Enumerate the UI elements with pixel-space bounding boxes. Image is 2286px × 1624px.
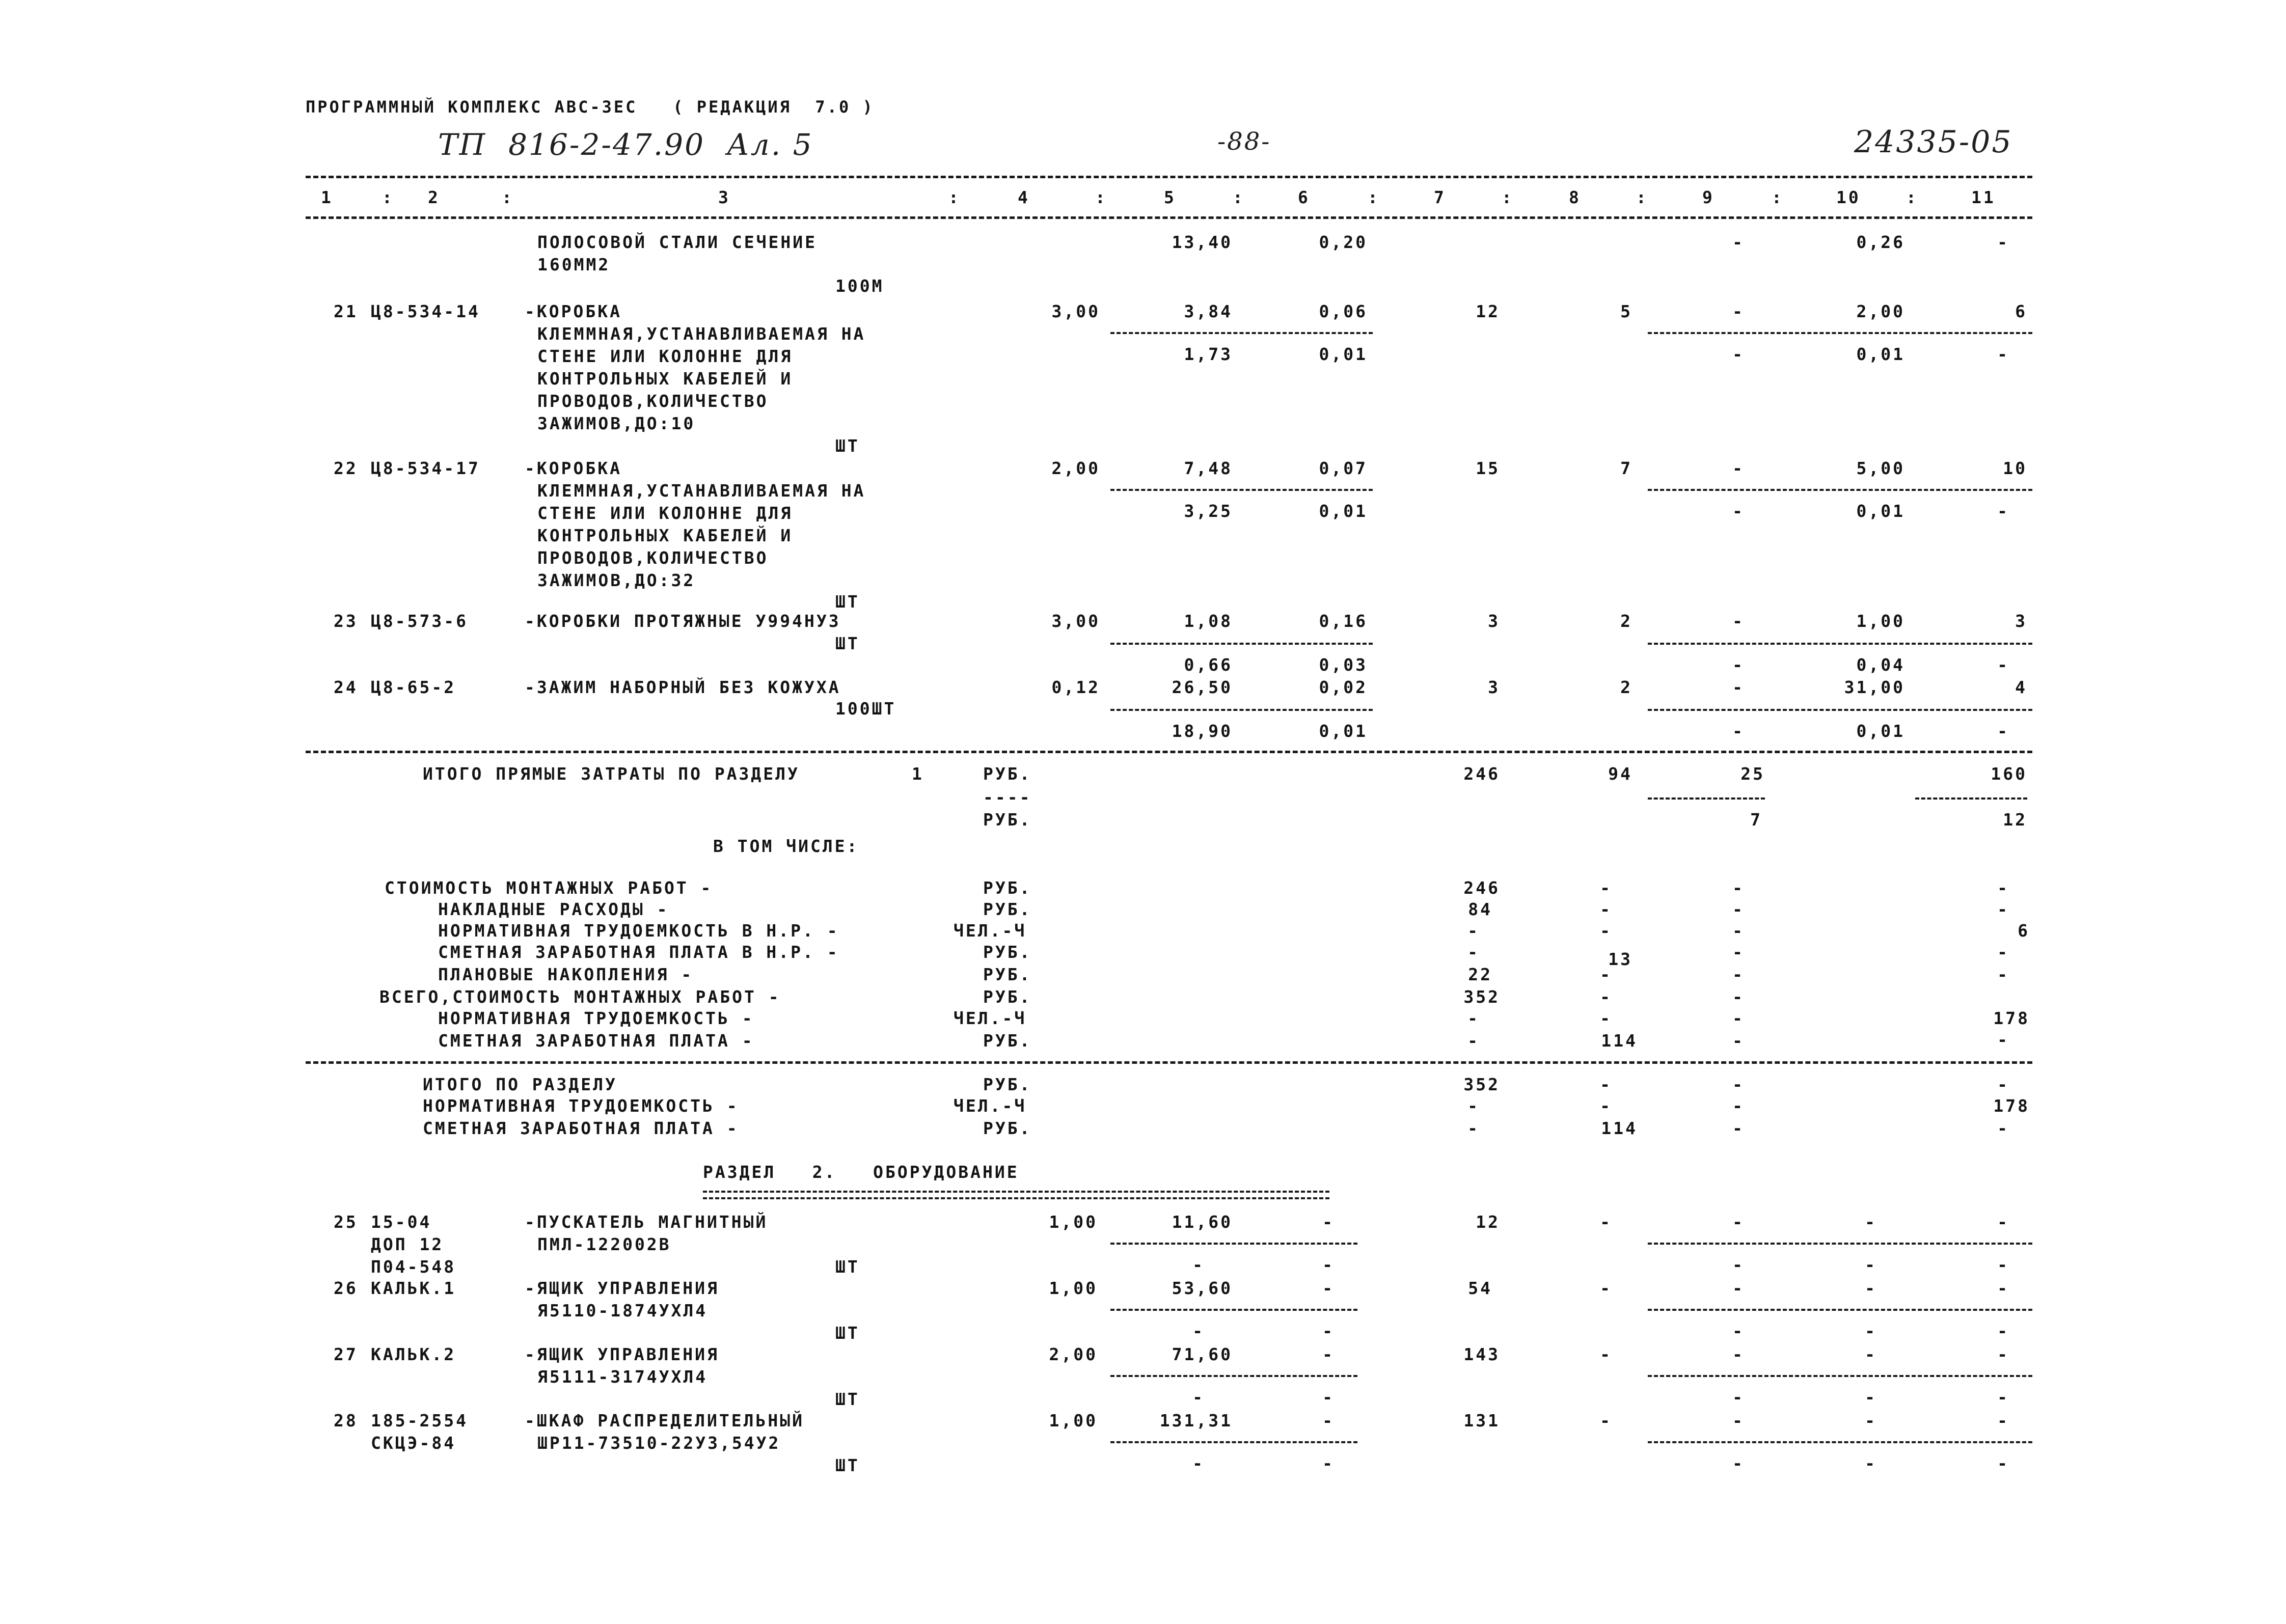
item-unit: ШТ: [835, 1389, 860, 1409]
cell-col9: -: [1732, 899, 1745, 919]
item-name: СТЕНЕ ИЛИ КОЛОННЕ ДЛЯ: [537, 503, 793, 523]
item-name: КОНТРОЛЬНЫХ КАБЕЛЕЙ И: [537, 369, 793, 389]
row-code: 185-2554: [371, 1411, 468, 1430]
cell-col8: -: [1600, 1096, 1612, 1116]
column-separator: :: [382, 187, 394, 207]
item-name: -КОРОБКИ ПРОТЯЖНЫЕ У994НУЗ: [525, 611, 841, 631]
breakdown-unit: ЧЕЛ.-Ч: [954, 1008, 1027, 1028]
cell-col11: -: [1997, 899, 2009, 919]
cell-col9-sub: -: [1732, 655, 1745, 675]
cell-col5: 7,48: [1184, 458, 1233, 478]
cell-col7: -: [1467, 1096, 1480, 1116]
item-unit: 100ШТ: [835, 699, 896, 719]
item-name: -КОРОБКА: [525, 458, 622, 478]
breakdown-unit: РУБ.: [983, 1118, 1032, 1138]
row-divider: [1648, 1441, 2032, 1443]
item-name: ПМЛ-122002В: [537, 1234, 671, 1254]
cell-col7: -: [1467, 942, 1480, 962]
cell-col7: 3: [1488, 611, 1500, 631]
row-code: Ц8-534-17: [371, 458, 480, 478]
cell-col7: -: [1467, 1008, 1480, 1028]
cell-col9: -: [1732, 1008, 1745, 1028]
item-unit: ШТ: [835, 1455, 860, 1475]
breakdown-label: НОРМАТИВНАЯ ТРУДОЕМКОСТЬ В Н.Р. -: [438, 921, 839, 941]
header-rule-top: [306, 176, 2032, 178]
row-number: 27: [334, 1344, 358, 1364]
breakdown-label: СМЕТНАЯ ЗАРАБОТНАЯ ПЛАТА -: [438, 1031, 754, 1051]
column-header-6: 6: [1298, 187, 1310, 207]
document-number: 24335-05: [1854, 124, 2013, 160]
column-separator: :: [1502, 187, 1514, 207]
item-name: СТЕНЕ ИЛИ КОЛОННЕ ДЛЯ: [537, 346, 793, 366]
cell-col6-sub: 0,01: [1319, 501, 1368, 521]
total-unit: РУБ.: [983, 810, 1032, 830]
cell-col11-sub: -: [1997, 721, 2009, 741]
row-divider: [1648, 332, 2032, 334]
cell-col9: -: [1732, 1031, 1745, 1051]
item-name: -ШКАФ РАСПРЕДЕЛИТЕЛЬНЫЙ: [525, 1411, 804, 1430]
cell-col8: -: [1600, 878, 1612, 898]
item-name: -ЯЩИК УПРАВЛЕНИЯ: [525, 1344, 719, 1364]
cell-col9: -: [1732, 232, 1745, 252]
header-rule-bottom: [306, 216, 2032, 219]
item-unit: ШТ: [835, 634, 860, 653]
column-header-9: 9: [1702, 187, 1715, 207]
cell-col8: 2: [1620, 677, 1632, 697]
cell-col7: 246: [1463, 764, 1500, 784]
cell-col10-sub: 0,01: [1856, 501, 1905, 521]
cell-col5-sub: -: [1192, 1387, 1205, 1407]
item-name: Я5111-3174УХЛ4: [537, 1367, 708, 1387]
column-separator: :: [1095, 187, 1107, 207]
cell-col10-sub: -: [1865, 1453, 1877, 1473]
cell-col4: 3,00: [1051, 301, 1100, 321]
cell-col9: -: [1732, 965, 1745, 984]
breakdown-label: СМЕТНАЯ ЗАРАБОТНАЯ ПЛАТА В Н.Р. -: [438, 942, 839, 962]
section-title: РАЗДЕЛ 2. ОБОРУДОВАНИЕ: [703, 1162, 1019, 1182]
cell-col11: -: [1997, 878, 2009, 898]
cell-col7: 12: [1476, 301, 1500, 321]
cell-col5: 11,60: [1172, 1212, 1233, 1232]
cell-col6-sub: -: [1322, 1453, 1335, 1473]
item-name: ПОЛОСОВОЙ СТАЛИ СЕЧЕНИЕ: [537, 232, 817, 252]
cell-col8: -: [1600, 1075, 1612, 1094]
row-divider: [1648, 1375, 2032, 1377]
row-divider: [1110, 709, 1373, 711]
project-number: ТП 816-2-47.90 Ал. 5: [438, 127, 813, 162]
breakdown-label: НОРМАТИВНАЯ ТРУДОЕМКОСТЬ -: [423, 1096, 739, 1116]
item-name: -КОРОБКА: [525, 301, 622, 321]
column-header-11: 11: [1971, 187, 1996, 207]
cell-col10: 5,00: [1856, 458, 1905, 478]
cell-col6: -: [1322, 1411, 1335, 1430]
cell-col11: -: [1997, 1075, 2009, 1094]
cell-col8: 5: [1620, 301, 1632, 321]
cell-col9: -: [1732, 1278, 1745, 1298]
column-header-8: 8: [1569, 187, 1581, 207]
item-name: КЛЕММНАЯ,УСТАНАВЛИВАЕМАЯ НА: [537, 481, 866, 501]
item-name: ШР11-73510-22УЗ,54У2: [537, 1433, 781, 1453]
cell-col8: -: [1600, 1411, 1612, 1430]
cell-col10: 2,00: [1856, 301, 1905, 321]
item-name: КОНТРОЛЬНЫХ КАБЕЛЕЙ И: [537, 526, 793, 545]
cell-col8: -: [1600, 921, 1612, 941]
cell-col9: -: [1732, 677, 1745, 697]
cell-col6: 0,02: [1319, 677, 1368, 697]
cell-col5-sub: 3,25: [1184, 501, 1233, 521]
cell-col5-sub: -: [1192, 1255, 1205, 1275]
column-separator: :: [1772, 187, 1784, 207]
cell-col9: -: [1732, 1118, 1745, 1138]
cell-col11-sub: -: [1997, 501, 2009, 521]
cell-col5-sub: 0,66: [1184, 655, 1233, 675]
row-code: Ц8-65-2: [371, 677, 456, 697]
cell-col9: -: [1732, 921, 1745, 941]
cell-col7: -: [1467, 921, 1480, 941]
cell-col11: -: [1997, 942, 2009, 962]
cell-col5-sub: -: [1192, 1321, 1205, 1341]
cell-col9: -: [1732, 1344, 1745, 1364]
cell-col4: 1,00: [1049, 1411, 1098, 1430]
cell-col10: 0,26: [1856, 232, 1905, 252]
cell-col10-sub: -: [1865, 1387, 1877, 1407]
breakdown-unit: РУБ.: [983, 878, 1032, 898]
cell-col7: 352: [1463, 987, 1500, 1007]
cell-col10: -: [1865, 1212, 1877, 1232]
row-divider: [1110, 1243, 1357, 1245]
column-separator: :: [1233, 187, 1245, 207]
cell-col5: 3,84: [1184, 301, 1233, 321]
column-header-10: 10: [1836, 187, 1861, 207]
cell-col4: 3,00: [1051, 611, 1100, 631]
breakdown-label: НОРМАТИВНАЯ ТРУДОЕМКОСТЬ -: [438, 1008, 754, 1028]
cell-col10: -: [1865, 1411, 1877, 1430]
cell-col8: 94: [1608, 764, 1632, 784]
cell-col8: -: [1600, 1212, 1612, 1232]
cell-col6-sub: 0,01: [1319, 344, 1368, 364]
column-header-5: 5: [1164, 187, 1176, 207]
cell-col7: -: [1467, 1118, 1480, 1138]
cell-col11-sub: -: [1997, 1387, 2009, 1407]
section-rule: [306, 1061, 2032, 1064]
row-divider: [1110, 1441, 1357, 1443]
cell-col7: -: [1467, 1031, 1480, 1051]
breakdown-label: ВСЕГО,СТОИМОСТЬ МОНТАЖНЫХ РАБОТ -: [379, 987, 781, 1007]
row-code: ДОП 12: [371, 1234, 444, 1254]
cell-col6-sub: -: [1322, 1387, 1335, 1407]
row-divider: [1648, 1309, 2032, 1311]
cell-col5-sub: -: [1192, 1453, 1205, 1473]
cell-col9: -: [1732, 1075, 1745, 1094]
cell-col9: -: [1732, 878, 1745, 898]
row-divider: [1110, 643, 1373, 645]
cell-col11: 6: [2018, 921, 2030, 941]
row-divider: [1648, 797, 1765, 800]
total-label: ИТОГО ПРЯМЫЕ ЗАТРАТЫ ПО РАЗДЕЛУ: [423, 764, 800, 784]
cell-col5: 13,40: [1172, 232, 1233, 252]
cell-col4: 2,00: [1049, 1344, 1098, 1364]
row-code: КАЛЬК.2: [371, 1344, 456, 1364]
cell-col7: 15: [1476, 458, 1500, 478]
cell-col5-sub: 1,73: [1184, 344, 1233, 364]
cell-col8: -: [1600, 965, 1612, 984]
section-title-underline: [703, 1191, 1329, 1199]
cell-col11-sub: -: [1997, 1453, 2009, 1473]
cell-col9: -: [1732, 458, 1745, 478]
breakdown-label: ПЛАНОВЫЕ НАКОПЛЕНИЯ -: [438, 965, 694, 984]
cell-col11: 178: [1993, 1096, 2030, 1116]
row-code: КАЛЬК.1: [371, 1278, 456, 1298]
cell-col10: 1,00: [1856, 611, 1905, 631]
breakdown-unit: РУБ.: [983, 965, 1032, 984]
cell-col10-sub: -: [1865, 1255, 1877, 1275]
breakdown-unit: РУБ.: [983, 942, 1032, 962]
breakdown-unit: ЧЕЛ.-Ч: [954, 1096, 1027, 1116]
column-header-4: 4: [1018, 187, 1030, 207]
cell-col9-sub: -: [1732, 1453, 1745, 1473]
column-separator: :: [1368, 187, 1380, 207]
cell-col9: -: [1732, 611, 1745, 631]
cell-col11-sub: -: [1997, 344, 2009, 364]
cell-col8: -: [1600, 1278, 1612, 1298]
cell-col10: -: [1865, 1344, 1877, 1364]
row-number: 28: [334, 1411, 358, 1430]
cell-col8: -: [1600, 987, 1612, 1007]
cell-col9-sub: -: [1732, 501, 1745, 521]
cell-col11: -: [1997, 232, 2009, 252]
row-divider: [1648, 1243, 2032, 1245]
row-divider: [1648, 709, 2032, 711]
cell-col6: -: [1322, 1212, 1335, 1232]
cell-col7: 54: [1468, 1278, 1492, 1298]
cell-col7: 3: [1488, 677, 1500, 697]
cell-col11: -: [1997, 1344, 2009, 1364]
row-divider: [1648, 489, 2032, 491]
breakdown-label: ИТОГО ПО РАЗДЕЛУ: [423, 1075, 617, 1094]
cell-col8: 7: [1620, 458, 1632, 478]
cell-col7: 22: [1468, 965, 1492, 984]
cell-col9-sub: -: [1732, 1387, 1745, 1407]
item-name: ЗАЖИМОВ,ДО:10: [537, 414, 696, 433]
cell-col9: -: [1732, 942, 1745, 962]
cell-col6-sub: 0,01: [1319, 721, 1368, 741]
row-code: П04-548: [371, 1257, 456, 1277]
breakdown-label: СМЕТНАЯ ЗАРАБОТНАЯ ПЛАТА -: [423, 1118, 739, 1138]
cell-col10-sub: 0,01: [1856, 344, 1905, 364]
cell-col6: 0,06: [1319, 301, 1368, 321]
item-name: 160ММ2: [537, 255, 611, 274]
cell-col8: 114: [1601, 1031, 1638, 1051]
cell-col9: -: [1732, 987, 1745, 1007]
cell-col4: 0,12: [1051, 677, 1100, 697]
cell-col5: 1,08: [1184, 611, 1233, 631]
cell-col8: -: [1600, 1344, 1612, 1364]
cell-col11-sub: 12: [2003, 810, 2027, 830]
cell-col4: 1,00: [1049, 1212, 1098, 1232]
cell-col11: -: [1997, 1278, 2009, 1298]
cell-col11: 178: [1993, 1008, 2030, 1028]
cell-col11: -: [1997, 1212, 2009, 1232]
cell-col10: 31,00: [1844, 677, 1905, 697]
row-divider: [1110, 1375, 1357, 1377]
row-number: 26: [334, 1278, 358, 1298]
cell-col8: 2: [1620, 611, 1632, 631]
item-unit: ШТ: [835, 1257, 860, 1277]
row-number: 23: [334, 611, 358, 631]
item-name: -ПУСКАТЕЛЬ МАГНИТНЫЙ: [525, 1212, 768, 1232]
cell-col7: 352: [1463, 1075, 1500, 1094]
breakdown-unit: РУБ.: [983, 1075, 1032, 1094]
item-unit: ШТ: [835, 436, 860, 456]
cell-col8: -: [1600, 1008, 1612, 1028]
cell-col10: -: [1865, 1278, 1877, 1298]
cell-col11: -: [1997, 1030, 2009, 1050]
program-header: ПРОГРАММНЫЙ КОМПЛЕКС АВС-ЗЕС ( РЕДАКЦИЯ 7.0 ): [306, 97, 875, 117]
row-code: СКЦЭ-84: [371, 1433, 456, 1453]
item-name: -ЗАЖИМ НАБОРНЫЙ БЕЗ КОЖУХА: [525, 677, 841, 697]
row-divider: [1110, 332, 1373, 334]
cell-col8: -: [1600, 899, 1612, 919]
cell-col5: 71,60: [1172, 1344, 1233, 1364]
breakdown-unit: РУБ.: [983, 899, 1032, 919]
row-number: 22: [334, 458, 358, 478]
item-name: ПРОВОДОВ,КОЛИЧЕСТВО: [537, 548, 769, 568]
row-code: Ц8-573-6: [371, 611, 468, 631]
cell-col5: 26,50: [1172, 677, 1233, 697]
breakdown-unit: РУБ.: [983, 987, 1032, 1007]
item-unit: ШТ: [835, 1323, 860, 1343]
breakdown-label: СТОИМОСТЬ МОНТАЖНЫХ РАБОТ -: [385, 878, 713, 898]
breakdown-label: НАКЛАДНЫЕ РАСХОДЫ -: [438, 899, 669, 919]
cell-col11: 10: [2003, 458, 2027, 478]
cell-col9: -: [1732, 1096, 1745, 1116]
cell-col11: 160: [1991, 764, 2027, 784]
cell-col5: 53,60: [1172, 1278, 1233, 1298]
cell-col6: 0,16: [1319, 611, 1368, 631]
cell-col9: 25: [1740, 764, 1765, 784]
item-unit: ШТ: [835, 592, 860, 612]
total-section-number: 1: [912, 764, 924, 784]
cell-col6: 0,07: [1319, 458, 1368, 478]
cell-col6-sub: -: [1322, 1321, 1335, 1341]
cell-col6: -: [1322, 1344, 1335, 1364]
section-rule: [306, 751, 2032, 753]
column-header-7: 7: [1434, 187, 1446, 207]
row-number: 21: [334, 301, 358, 321]
column-header-3: 3: [718, 187, 730, 207]
item-name: КЛЕММНАЯ,УСТАНАВЛИВАЕМАЯ НА: [537, 324, 866, 344]
cell-col9-sub: 7: [1750, 810, 1762, 830]
cell-col11: -: [1997, 1411, 2009, 1430]
cell-col11: 3: [2015, 611, 2027, 631]
cell-col6: 0,20: [1319, 232, 1368, 252]
row-divider: [1110, 489, 1373, 491]
cell-col11: 6: [2015, 301, 2027, 321]
row-number: 24: [334, 677, 358, 697]
cell-col11: 4: [2015, 677, 2027, 697]
cell-col11: -: [1997, 965, 2009, 984]
cell-col4: 1,00: [1049, 1278, 1098, 1298]
cell-col11: -: [1997, 1118, 2009, 1138]
cell-col5-sub: 18,90: [1172, 721, 1233, 741]
column-separator: :: [1636, 187, 1648, 207]
cell-col9-sub: -: [1732, 1255, 1745, 1275]
cell-col10-sub: -: [1865, 1321, 1877, 1341]
cell-col10-sub: 0,04: [1856, 655, 1905, 675]
cell-col7: 246: [1463, 878, 1500, 898]
cell-col8: 13: [1608, 949, 1632, 969]
item-name: ЗАЖИМОВ,ДО:32: [537, 570, 696, 590]
column-header-1: 1: [321, 187, 333, 207]
cell-col9: -: [1732, 301, 1745, 321]
row-code: Ц8-534-14: [371, 301, 480, 321]
including-heading: В ТОМ ЧИСЛЕ:: [713, 836, 859, 856]
cell-col9-sub: -: [1732, 344, 1745, 364]
cell-col9: -: [1732, 1411, 1745, 1430]
cell-col4: 2,00: [1051, 458, 1100, 478]
cell-col5: 131,31: [1159, 1411, 1233, 1430]
cell-col10-sub: 0,01: [1856, 721, 1905, 741]
total-unit: РУБ.: [983, 764, 1032, 784]
cell-col9-sub: -: [1732, 1321, 1745, 1341]
breakdown-unit: ЧЕЛ.-Ч: [954, 921, 1027, 941]
item-name: -ЯЩИК УПРАВЛЕНИЯ: [525, 1278, 719, 1298]
row-number: 25: [334, 1212, 358, 1232]
column-separator: :: [948, 187, 961, 207]
cell-col7: 84: [1468, 899, 1492, 919]
cell-col8: 114: [1601, 1118, 1638, 1138]
breakdown-unit: РУБ.: [983, 1031, 1032, 1051]
item-name: ПРОВОДОВ,КОЛИЧЕСТВО: [537, 391, 769, 411]
cell-col6-sub: 0,03: [1319, 655, 1368, 675]
item-unit: 100М: [835, 276, 884, 296]
item-name: Я5110-1874УХЛ4: [537, 1301, 708, 1320]
cell-col6-sub: -: [1322, 1255, 1335, 1275]
column-separator: :: [1906, 187, 1918, 207]
cell-col7: 143: [1463, 1344, 1500, 1364]
column-separator: :: [502, 187, 514, 207]
cell-col11-sub: -: [1997, 1255, 2009, 1275]
row-code: 15-04: [371, 1212, 432, 1232]
row-divider: [1648, 643, 2032, 645]
row-divider: [1110, 1309, 1357, 1311]
column-header-2: 2: [428, 187, 440, 207]
cell-col11-sub: -: [1997, 1321, 2009, 1341]
cell-col7: 12: [1476, 1212, 1500, 1232]
row-divider: [1915, 797, 2027, 800]
cell-col11-sub: -: [1997, 655, 2009, 675]
cell-col9-sub: -: [1732, 721, 1745, 741]
unit-divider: ----: [983, 787, 1032, 807]
page-number: -88-: [1217, 127, 1271, 156]
cell-col6: -: [1322, 1278, 1335, 1298]
cell-col7: 131: [1463, 1411, 1500, 1430]
cell-col9: -: [1732, 1212, 1745, 1232]
